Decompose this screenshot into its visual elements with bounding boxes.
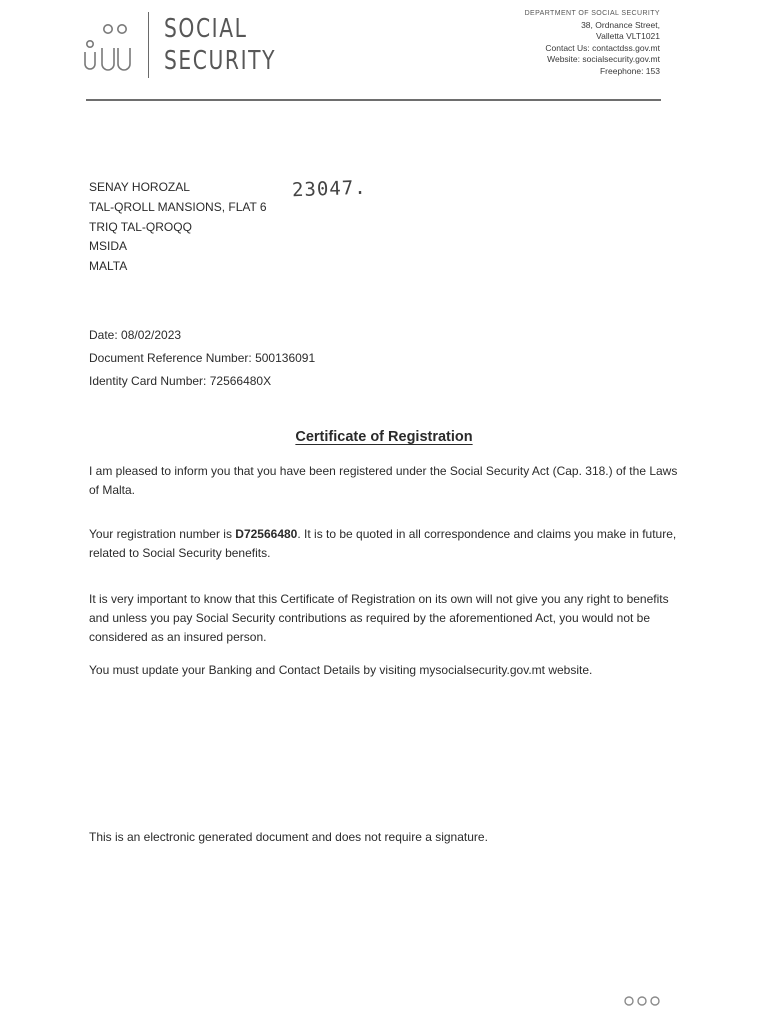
paragraph-registration-notice: I am pleased to inform you that you have been registered under the Social Security Act (Cap. 318.) of the Laws of Malta. xyxy=(89,464,678,497)
department-street: 38, Ordnance Street, xyxy=(581,19,660,30)
registration-number-lead: Your registration number is xyxy=(89,527,236,541)
header-divider xyxy=(86,99,661,101)
recipient-address-line-3: MSIDA xyxy=(89,239,128,254)
identity-card-number: Identity Card Number: 72566480X xyxy=(89,374,272,388)
registration-number-trail: . It is to be quoted in all correspondence and claims you make in future, related to Social Security benefits. xyxy=(89,527,677,560)
paragraph-electronic-notice: This is an electronic generated document and does not require a signature. xyxy=(89,830,488,844)
paragraph-registration-number xyxy=(89,525,679,563)
handwritten-note: 23047. xyxy=(291,176,368,202)
document-title-text: Certificate of Registration xyxy=(295,429,473,445)
document-meta xyxy=(89,324,315,393)
department-address-block xyxy=(360,8,660,77)
department-name: DEPARTMENT OF SOCIAL SECURITY xyxy=(524,10,660,17)
logo-word-social: SOCIAL xyxy=(164,14,248,44)
logo-mark-icon xyxy=(82,18,138,74)
logo-word-security: SECURITY xyxy=(164,46,277,76)
recipient-country: MALTA xyxy=(89,259,128,274)
registration-number: D72566480 xyxy=(235,527,298,541)
document-title xyxy=(0,429,768,445)
footer-dots-icon xyxy=(622,994,664,1008)
recipient-address-line-2: TRIQ TAL-QROQQ xyxy=(89,219,192,234)
paragraph-insurance-warning: It is very important to know that this Certificate of Registration on its own will not give you any right to benefits and unless you pay Social Security contributions as required by the aforementioned Act, you would not be considered as an insured person. xyxy=(89,592,669,644)
department-contact: Contact Us: contactdss.gov.mt xyxy=(545,42,660,53)
department-website: Website: socialsecurity.gov.mt xyxy=(547,54,660,64)
department-freephone: Freephone: 153 xyxy=(599,65,660,76)
social-security-logo xyxy=(82,10,282,82)
recipient-name: SENAY HOROZAL xyxy=(89,180,190,194)
paragraph-update-details: You must update your Banking and Contact Details by visiting mysocialsecurity.gov.mt website. xyxy=(89,663,593,677)
department-city: Valletta VLT1021 xyxy=(596,31,660,41)
document-reference-number: Document Reference Number: 500136091 xyxy=(89,351,316,365)
logo-divider xyxy=(148,12,149,78)
document-date: Date: 08/02/2023 xyxy=(89,328,182,342)
recipient-address-line-1: TAL-QROLL MANSIONS, FLAT 6 xyxy=(89,199,267,214)
recipient-address xyxy=(89,178,267,277)
